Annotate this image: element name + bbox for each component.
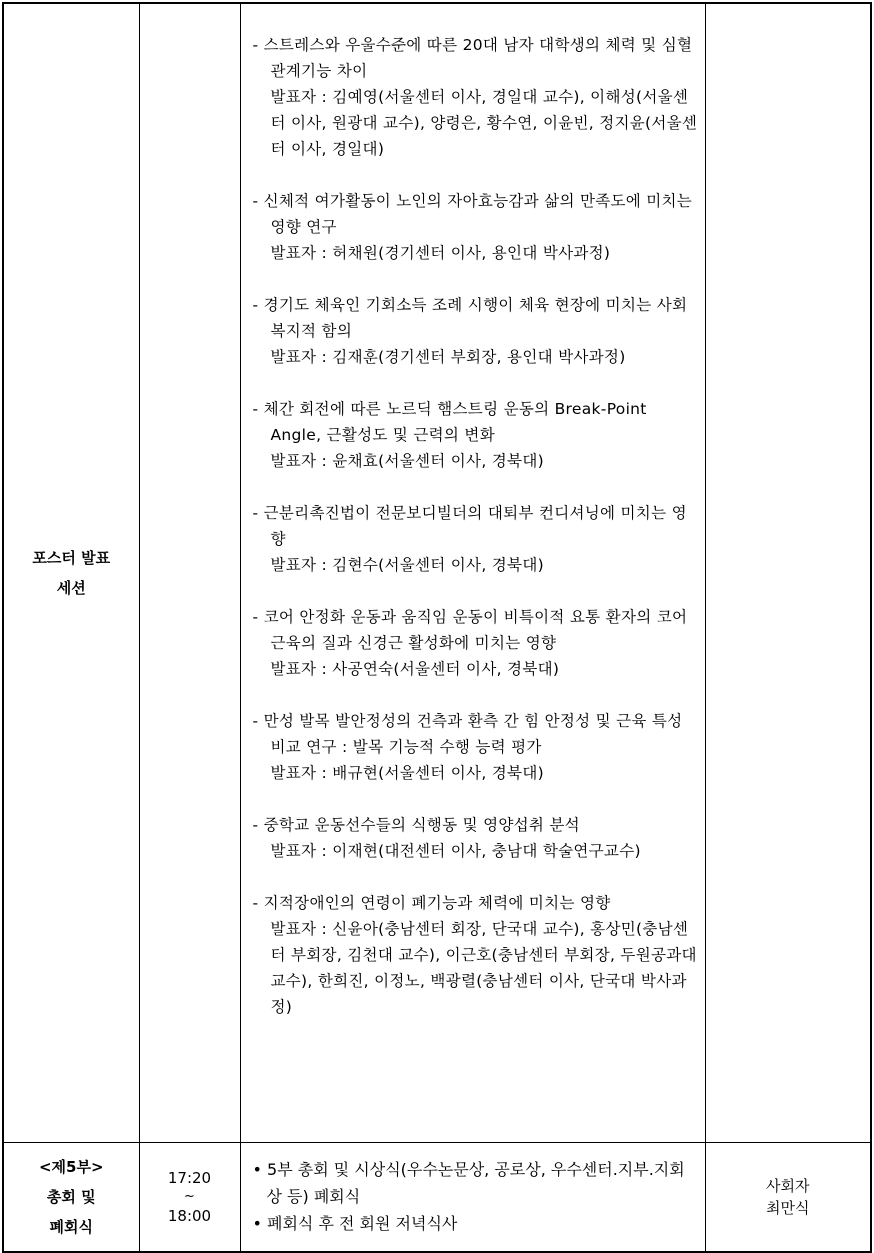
part5-bullet-1: • 5부 총회 및 시상식(우수논문상, 공로상, 우수센터.지부.지회상 등) 폐회식 xyxy=(252,1160,685,1207)
poster-item xyxy=(253,500,699,578)
poster-item-title: - 근분리촉진법이 전문보디빌더의 대퇴부 컨디셔닝에 미치는 영향 xyxy=(252,504,687,548)
poster-item xyxy=(253,292,699,370)
poster-item-presenter: 발표자 : 윤채효(서울센터 이사, 경북대) xyxy=(270,452,544,470)
poster-item xyxy=(253,32,699,162)
poster-item-title: - 만성 발목 발안정성의 건측과 환측 간 힘 안정성 및 근육 특성 비교 연구 : 발목 기능적 수행 능력 평가 xyxy=(252,712,683,756)
part5-label-line3: 폐회식 xyxy=(49,1217,93,1236)
part5-time-separator: ~ xyxy=(184,1188,195,1204)
poster-item-presenter: 발표자 : 김현수(서울센터 이사, 경북대) xyxy=(270,556,544,574)
part5-label xyxy=(3,1142,139,1252)
poster-session-host xyxy=(705,3,871,1142)
part5-time-end: 18:00 xyxy=(167,1206,212,1225)
part5-label-line2: 총회 및 xyxy=(46,1187,96,1206)
part5-row xyxy=(3,1142,871,1252)
poster-item-presenter: 발표자 : 이재현(대전센터 이사, 충남대 학술연구교수) xyxy=(270,842,641,860)
poster-item-presenter: 발표자 : 사공연숙(서울센터 이사, 경북대) xyxy=(270,660,560,678)
part5-program xyxy=(240,1142,705,1252)
poster-item-title: - 신체적 여가활동이 노인의 자아효능감과 삶의 만족도에 미치는 영향 연구 xyxy=(252,192,693,236)
poster-item xyxy=(253,604,699,682)
poster-item xyxy=(253,890,699,1020)
part5-time xyxy=(139,1142,240,1252)
poster-item-presenter: 발표자 : 신윤아(충남센터 회장, 단국대 교수), 홍상민(충남센터 부회장, 김천대 교수), 이근호(충남센터 부회장, 두원공과대 교수), 한희진, 이정노, 백광렬(충남센터 이사, 단국대 박사과정) xyxy=(270,920,697,1016)
part5-time-start: 17:20 xyxy=(167,1168,212,1187)
poster-session-label-line1: 포스터 발표 xyxy=(32,548,111,567)
poster-item-title: - 지적장애인의 연령이 폐기능과 체력에 미치는 영향 xyxy=(252,894,611,912)
poster-session-label xyxy=(3,3,139,1142)
part5-host-label: 사회자 xyxy=(766,1176,810,1195)
poster-item-presenter: 발표자 : 김예영(서울센터 이사, 경일대 교수), 이해성(서울센터 이사, 원광대 교수), 양령은, 황수연, 이윤빈, 정지윤(서울센터 이사, 경일대) xyxy=(270,88,698,158)
part5-host-name: 최만식 xyxy=(766,1198,810,1217)
part5-bullet-2: • 폐회식 후 전 회원 저녁식사 xyxy=(252,1214,458,1234)
part5-host xyxy=(705,1142,871,1252)
poster-item xyxy=(253,708,699,786)
poster-item-title: - 중학교 운동선수들의 식행동 및 영양섭취 분석 xyxy=(252,816,580,834)
poster-session-label-line2: 세션 xyxy=(56,578,86,597)
poster-session-list xyxy=(240,3,705,1142)
poster-item-title: - 경기도 체육인 기회소득 조례 시행이 체육 현장에 미치는 사회복지적 함의 xyxy=(252,296,688,340)
poster-item-presenter: 발표자 : 배규현(서울센터 이사, 경북대) xyxy=(270,764,544,782)
poster-item-title: - 스트레스와 우울수준에 따른 20대 남자 대학생의 체력 및 심혈관계기능 차이 xyxy=(252,36,693,80)
poster-item xyxy=(253,812,699,864)
poster-session-time xyxy=(139,3,240,1142)
part5-label-line1: <제5부> xyxy=(38,1157,104,1176)
poster-session-row xyxy=(3,3,871,1142)
poster-item xyxy=(253,188,699,266)
poster-item xyxy=(253,396,699,474)
poster-item-title: - 코어 안정화 운동과 움직임 운동이 비특이적 요통 환자의 코어 근육의 질과 신경근 활성화에 미치는 영향 xyxy=(252,608,688,652)
schedule-table xyxy=(2,2,872,1253)
poster-item-presenter: 발표자 : 김재훈(경기센터 부회장, 용인대 박사과정) xyxy=(270,348,626,366)
poster-item-title: - 체간 회전에 따른 노르딕 햄스트링 운동의 Break-Point Angle, 근활성도 및 근력의 변화 xyxy=(252,400,647,444)
poster-item-presenter: 발표자 : 허채원(경기센터 이사, 용인대 박사과정) xyxy=(270,244,611,262)
